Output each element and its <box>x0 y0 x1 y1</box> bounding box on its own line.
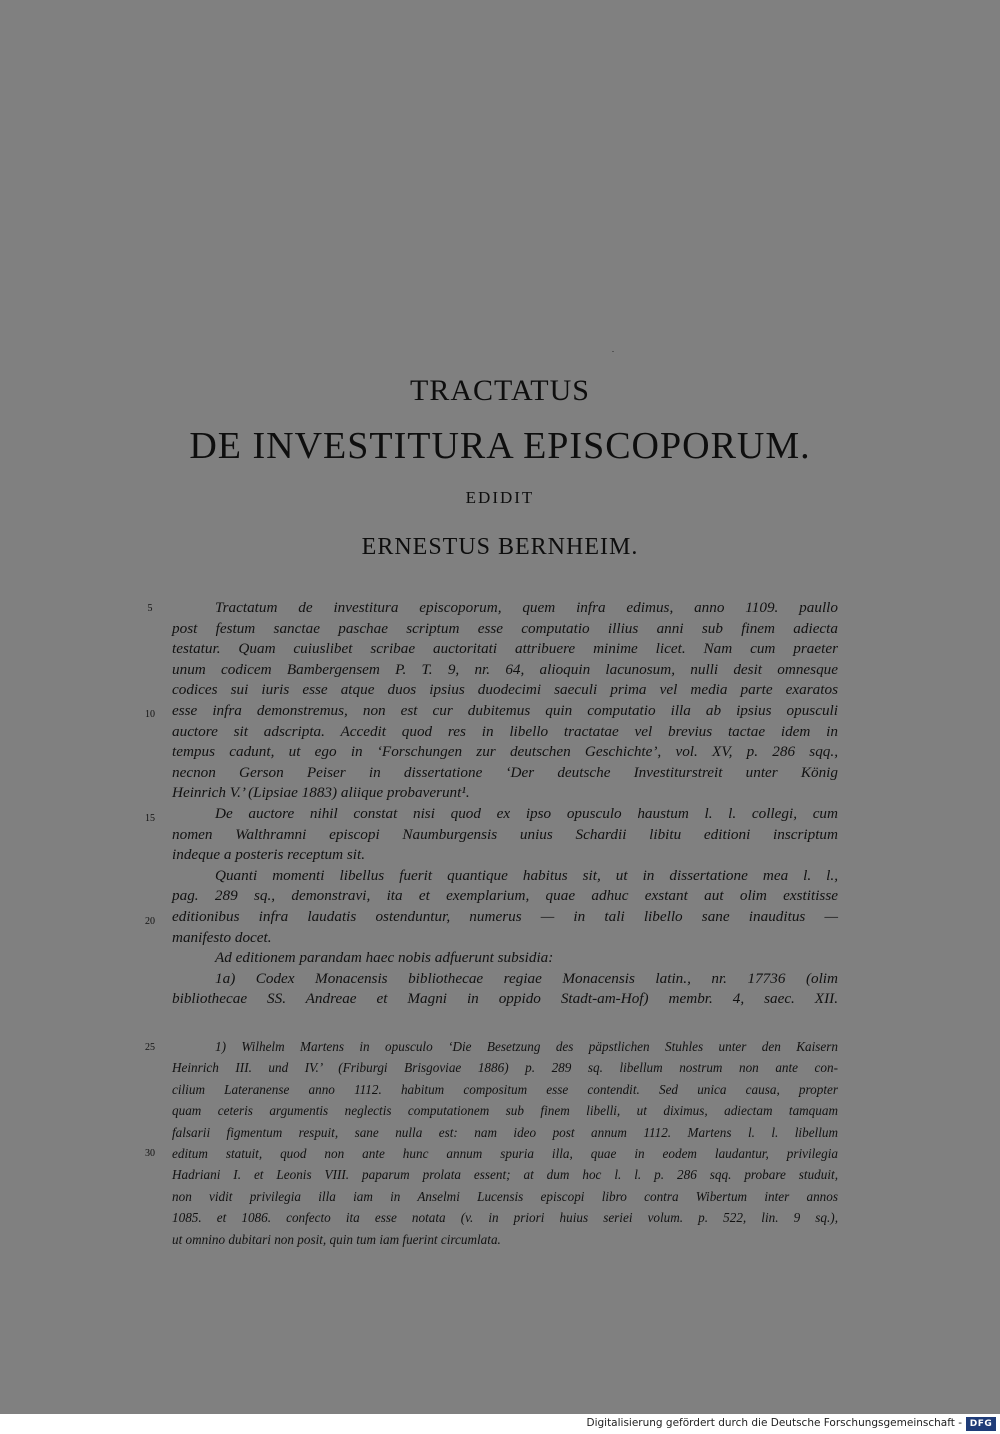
body-line: Tractatum de investitura episcoporum, quem infra edimus, anno 1109. paullo <box>215 599 838 616</box>
title-line-1: TRACTATUS <box>410 374 590 407</box>
line-number-10: 10 <box>145 709 155 720</box>
body-line: manifesto docet. <box>172 928 272 946</box>
body-line: necnon Gerson Peiser in dissertatione ‘Der deutsche Investiturstreit unter König <box>172 763 838 781</box>
footnote-line: Hadriani I. et Leonis VIII. paparum prolata essent; at dum hoc l. l. p. 286 sqq. probare studuit, <box>172 1167 838 1183</box>
body-line: Quanti momenti libellus fuerit quantique habitus sit, ut in dissertatione mea l. l., <box>215 866 838 884</box>
body-line: codices sui iuris esse atque duos ipsius duodecimi saeculi prima vel media parte exaratos <box>172 681 838 699</box>
title-line-2: DE INVESTITURA EPISCOPORUM. <box>189 425 811 467</box>
body-line: indeque a posteris receptum sit. <box>172 846 366 864</box>
body-line: editionibus infra laudatis ostenduntur, numerus — in tali libello sane inauditus — <box>172 907 838 925</box>
line-number-30: 30 <box>145 1148 155 1159</box>
body-line: bibliothecae SS. Andreae et Magni in oppido Stadt-am-Hof) membr. 4, saec. XII. <box>172 990 838 1008</box>
body-line: unum codicem Bambergensem P. T. 9, nr. 64, alioquin lacunosum, nulli desit omnesque <box>172 660 838 678</box>
footnote-line: 1085. et 1086. confecto ita esse notata (v. in priori huius seriei volum. p. 522, lin. 9 sq.), <box>172 1210 838 1226</box>
body-line: pag. 289 sq., demonstravi, ita et exemplarium, quae adhuc exstant aut olim exstitisse <box>172 887 838 905</box>
body-line: Heinrich V.’ (Lipsiae 1883) aliique probaverunt¹. <box>172 784 470 802</box>
line-number-25: 25 <box>145 1042 155 1053</box>
footer-credit-text: Digitalisierung gefördert durch die Deutsche Forschungsgemeinschaft - <box>586 1417 962 1429</box>
footnote-line: 1) Wilhelm Martens in opusculo ‘Die Besetzung des päpstlichen Stuhles unter den Kaisern <box>215 1039 838 1054</box>
body-line: testatur. Quam cuiuslibet scribae auctoritati attribuere minime licet. Nam cum praeter <box>172 640 838 658</box>
edidit-label: EDIDIT <box>465 488 535 507</box>
footnote-line: quam ceteris argumentis neglectis computationem sub finem libelli, ut diximus, adiectam tamquam <box>172 1103 838 1119</box>
body-line: 1a) Codex Monacensis bibliothecae regiae Monacensis latin., nr. 17736 (olim <box>215 969 838 987</box>
body-line: De auctore nihil constat nisi quod ex ipso opusculo haustum l. l. collegi, cum <box>215 804 838 822</box>
footnote-line: Heinrich III. und IV.’ (Friburgi Brisgoviae 1886) p. 289 sq. libellum nostrum non ante con- <box>172 1060 838 1076</box>
footnote-line: falsarii figmentum respuit, sane nulla est: nam ideo post annum 1112. Martens l. l. libellum <box>172 1124 838 1140</box>
footnote-text <box>172 1036 838 1250</box>
footnote-line: ut omnino dubitari non posit, quin tum iam fuerint circumlata. <box>172 1231 501 1247</box>
footnote-line: cilium Lateranense anno 1112. habitum compositum esse contendit. Sed unica causa, propter <box>172 1081 838 1097</box>
body-line: post festum sanctae paschae scriptum esse computatio illius anni sub finem adiecta <box>172 619 838 637</box>
line-number-15: 15 <box>145 813 155 824</box>
scan-speck <box>612 351 614 352</box>
body-text <box>172 598 838 1010</box>
body-line: auctore sit adscripta. Accedit quod res in libello tractatae vel brevius tactae idem in <box>172 722 838 740</box>
body-line: Ad editionem parandam haec nobis adfuerunt subsidia: <box>215 949 554 967</box>
footnote-line: editum statuit, quod non ante hunc annum spuria illa, quae in eodem laudantur, privilegia <box>172 1145 838 1161</box>
dfg-logo[interactable]: DFG <box>966 1417 996 1431</box>
line-number-5: 5 <box>147 603 153 614</box>
body-line: tempus cadunt, ut ego in ‘Forschungen zur deutschen Geschichte’, vol. XV, p. 286 sqq., <box>172 743 838 761</box>
author-name: ERNESTUS BERNHEIM. <box>361 534 639 560</box>
footnote-line: non vidit privilegia illa iam in Anselmi Lucensis episcopi libro contra Wibertum inter annos <box>172 1188 838 1204</box>
line-number-20: 20 <box>145 916 155 927</box>
body-line: esse infra demonstremus, non est cur dubitemus quin computatio illa ab ipsius opusculi <box>172 701 838 719</box>
body-line: nomen Walthramni episcopi Naumburgensis unius Schardii libitu editioni inscriptum <box>172 825 838 843</box>
digitization-footer <box>0 1414 1000 1434</box>
